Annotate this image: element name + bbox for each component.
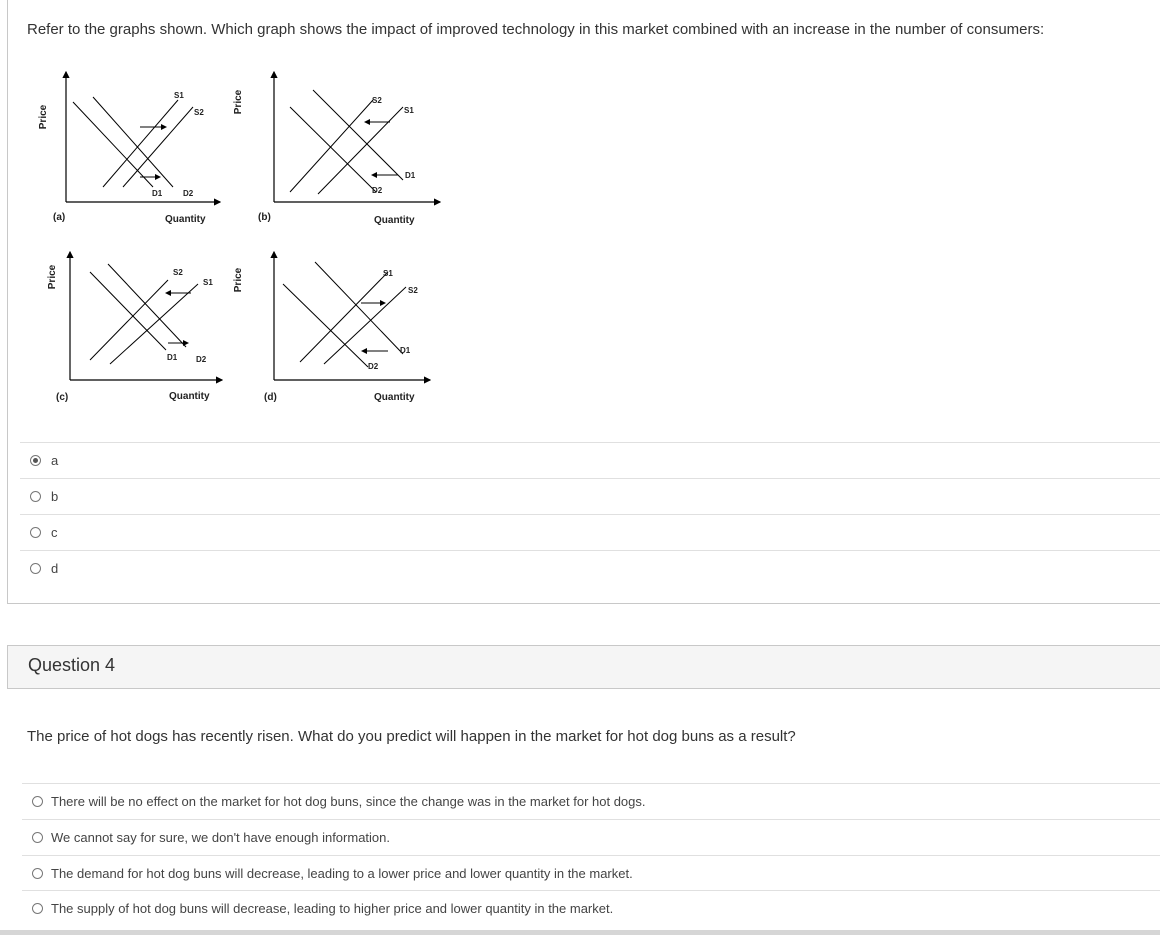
option-label: c bbox=[51, 524, 58, 540]
radio-button[interactable] bbox=[32, 832, 43, 843]
question-4-text: The price of hot dogs has recently risen. What do you predict will happen in the market for hot dog buns as a result? bbox=[27, 728, 796, 745]
supply-curve-s2 bbox=[290, 100, 373, 192]
radio-button[interactable] bbox=[32, 903, 43, 914]
option-label: The demand for hot dog buns will decrease, leading to a lower price and lower quantity in the market. bbox=[51, 866, 633, 881]
graph-panel-b bbox=[233, 72, 440, 226]
s1-label: S1 bbox=[203, 278, 213, 287]
panel-label: (d) bbox=[264, 392, 277, 403]
answer-option-2[interactable] bbox=[22, 819, 1160, 855]
price-axis-label: Price bbox=[233, 89, 244, 115]
s2-label: S2 bbox=[173, 268, 183, 277]
d1-label: D1 bbox=[152, 189, 163, 198]
panel-label: (c) bbox=[56, 392, 69, 403]
graph-panel-c bbox=[47, 252, 222, 403]
graph-panel-d bbox=[233, 252, 430, 403]
page-bottom-scrollbar[interactable] bbox=[0, 930, 1160, 935]
price-axis-label: Price bbox=[47, 264, 58, 290]
option-label: We cannot say for sure, we don't have enough information. bbox=[51, 830, 390, 845]
answer-option-d[interactable] bbox=[20, 550, 1160, 585]
s2-label: S2 bbox=[194, 108, 204, 117]
demand-curve-d1 bbox=[90, 272, 166, 350]
answer-option-a[interactable] bbox=[20, 442, 1160, 477]
demand-curve-d2 bbox=[93, 97, 173, 187]
option-label: a bbox=[51, 452, 59, 468]
question-3-text: Refer to the graphs shown. Which graph shows the impact of improved technology in this market combined with an increase in the number of consumers: bbox=[27, 21, 1045, 38]
s2-label: S2 bbox=[408, 286, 418, 295]
supply-demand-graphs bbox=[28, 62, 448, 412]
answer-option-1[interactable] bbox=[22, 783, 1160, 819]
question-title: Question 4 bbox=[28, 655, 116, 675]
graph-panel-a bbox=[38, 72, 220, 225]
quantity-axis-label: Quantity bbox=[374, 392, 415, 403]
demand-curve-d2 bbox=[283, 284, 368, 367]
radio-button[interactable] bbox=[30, 455, 41, 466]
demand-curve-d1 bbox=[73, 102, 153, 187]
panel-label: (b) bbox=[258, 212, 271, 223]
option-label: d bbox=[51, 560, 59, 576]
radio-button[interactable] bbox=[30, 491, 41, 502]
radio-button[interactable] bbox=[32, 796, 43, 807]
s1-label: S1 bbox=[404, 106, 414, 115]
price-axis-label: Price bbox=[38, 104, 49, 130]
option-label: The supply of hot dog buns will decrease, leading to higher price and lower quantity in the market. bbox=[51, 901, 614, 916]
d2-label: D2 bbox=[372, 186, 383, 195]
s2-label: S2 bbox=[372, 96, 382, 105]
d1-label: D1 bbox=[167, 353, 178, 362]
s1-label: S1 bbox=[383, 269, 393, 278]
d2-label: D2 bbox=[183, 189, 194, 198]
s1-label: S1 bbox=[174, 91, 184, 100]
answer-option-3[interactable] bbox=[22, 855, 1160, 891]
d2-label: D2 bbox=[196, 355, 207, 364]
answer-option-b[interactable] bbox=[20, 478, 1160, 513]
d1-label: D1 bbox=[405, 171, 416, 180]
quantity-axis-label: Quantity bbox=[374, 215, 415, 226]
radio-button[interactable] bbox=[32, 868, 43, 879]
d1-label: D1 bbox=[400, 346, 411, 355]
price-axis-label: Price bbox=[233, 267, 244, 293]
radio-button[interactable] bbox=[30, 527, 41, 538]
question-4-header bbox=[7, 645, 1160, 689]
demand-curve-d1 bbox=[313, 90, 403, 180]
answer-option-c[interactable] bbox=[20, 514, 1160, 549]
quantity-axis-label: Quantity bbox=[165, 214, 206, 225]
quantity-axis-label: Quantity bbox=[169, 391, 210, 402]
supply-curve-s2 bbox=[90, 280, 168, 360]
radio-button[interactable] bbox=[30, 563, 41, 574]
supply-curve-s2 bbox=[123, 107, 193, 187]
d2-label: D2 bbox=[368, 362, 379, 371]
supply-curve-s1 bbox=[110, 284, 198, 364]
supply-curve-s1 bbox=[300, 272, 388, 362]
panel-label: (a) bbox=[53, 212, 66, 223]
answer-option-4[interactable] bbox=[22, 890, 1160, 926]
option-label: There will be no effect on the market for hot dog buns, since the change was in the market for hot dogs. bbox=[51, 794, 646, 809]
option-label: b bbox=[51, 488, 59, 504]
supply-curve-s1 bbox=[318, 107, 403, 194]
